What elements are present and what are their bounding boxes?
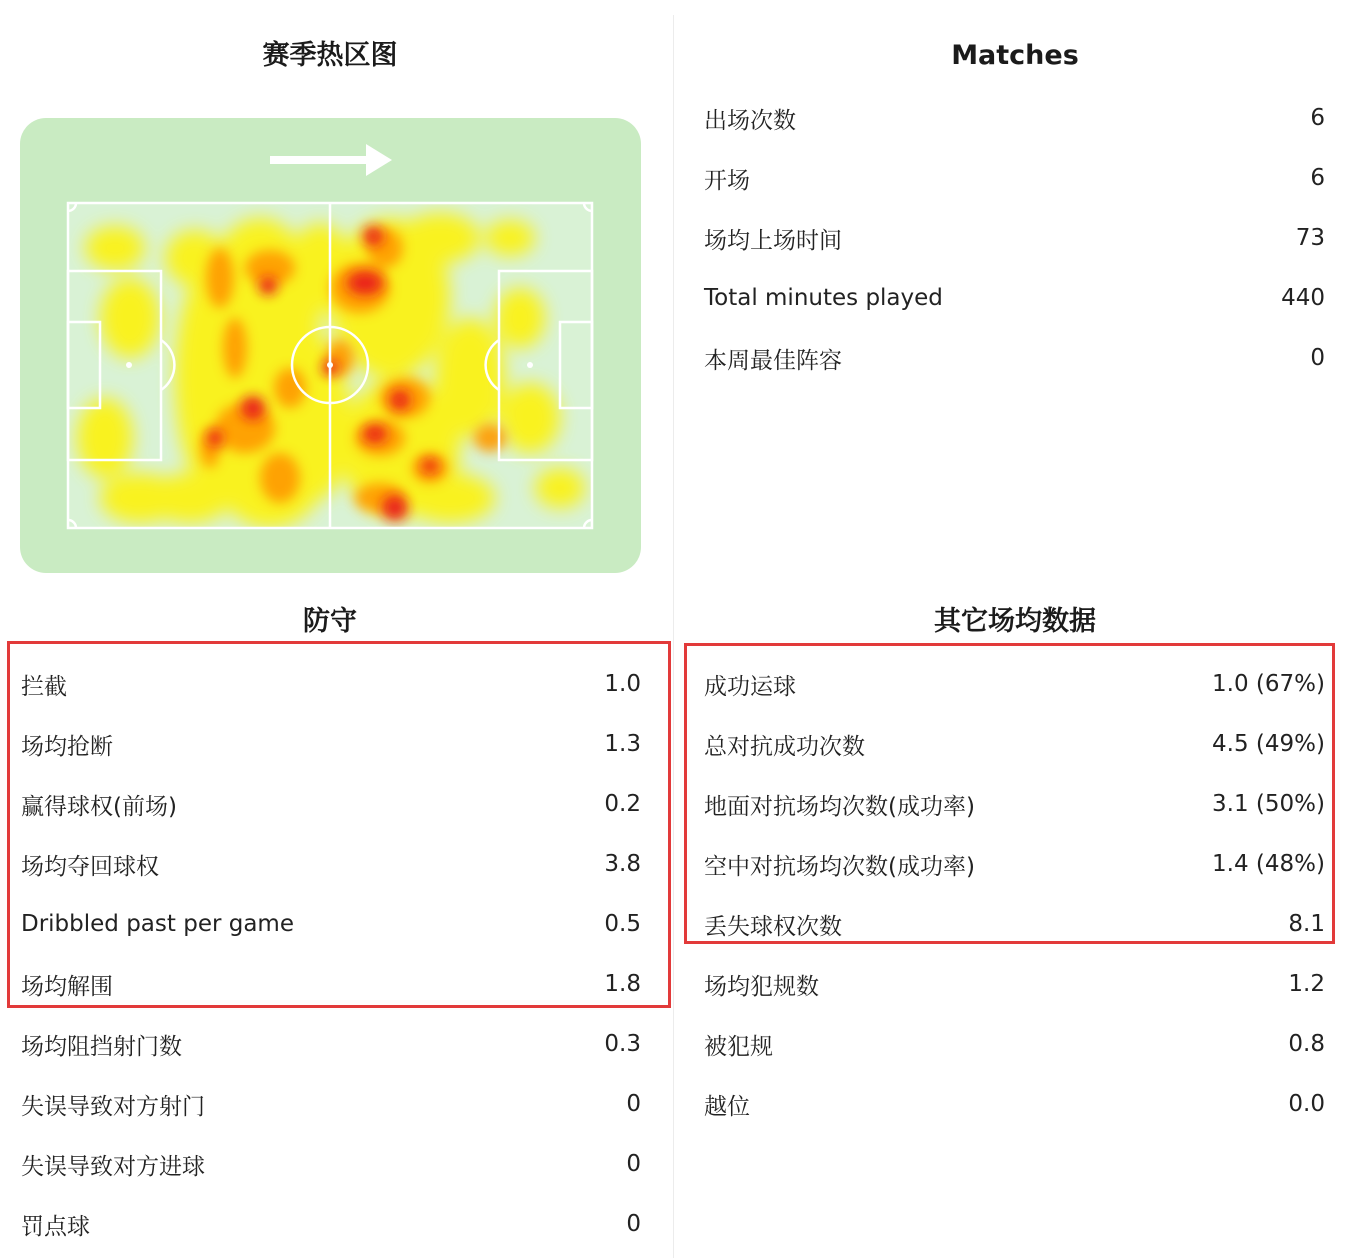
stat-row-minutes-per-game (704, 208, 1325, 268)
stat-value: 3.8 (604, 851, 641, 877)
stat-row-tackles (21, 714, 641, 774)
stat-label: 场均抢断 (21, 733, 113, 760)
stat-value: 0 (1310, 345, 1325, 371)
stat-row-interceptions (21, 654, 641, 714)
column-divider (673, 15, 674, 1258)
stat-value: 0.5 (604, 911, 641, 937)
defense-title: 防守 (303, 606, 357, 637)
stat-label: 总对抗成功次数 (704, 733, 865, 760)
stat-value: 440 (1281, 285, 1325, 311)
stat-label: 场均犯规数 (704, 973, 819, 1000)
stat-row-possession-lost (704, 894, 1325, 954)
stat-row-successful-dribbles (704, 654, 1325, 714)
stat-label: 空中对抗场均次数(成功率) (704, 853, 975, 880)
stat-row-appearances (704, 88, 1325, 148)
stat-value: 1.8 (604, 971, 641, 997)
heatmap-pitch (20, 118, 641, 573)
stat-label: 成功运球 (704, 673, 796, 700)
stat-label: 本周最佳阵容 (704, 347, 842, 374)
stat-value: 1.4 (48%) (1212, 851, 1325, 877)
stat-label: 地面对抗场均次数(成功率) (704, 793, 975, 820)
stat-label: 场均夺回球权 (21, 853, 159, 880)
stat-row-total-minutes (704, 268, 1325, 328)
stat-value: 0 (626, 1091, 641, 1117)
stat-label: 罚点球 (21, 1213, 90, 1240)
stat-row-duels-won (704, 714, 1325, 774)
stat-row-balls-recovered (21, 834, 641, 894)
stat-label: 场均阻挡射门数 (21, 1033, 182, 1060)
stat-value: 6 (1310, 165, 1325, 191)
stat-label: 开场 (704, 167, 750, 194)
stat-row-possession-won-final-third (21, 774, 641, 834)
stat-value: 0.3 (604, 1031, 641, 1057)
stat-value: 1.0 (604, 671, 641, 697)
stat-label: 场均解围 (21, 973, 113, 1000)
stat-row-error-led-to-shot (21, 1074, 641, 1134)
stat-label: 丢失球权次数 (704, 913, 842, 940)
stat-value: 0.8 (1288, 1031, 1325, 1057)
stat-row-clearances (21, 954, 641, 1014)
stat-label: 场均上场时间 (704, 227, 842, 254)
stat-value: 0 (626, 1151, 641, 1177)
stat-value: 0.0 (1288, 1091, 1325, 1117)
stat-label: Dribbled past per game (21, 911, 294, 937)
stat-row-fouls (704, 954, 1325, 1014)
stat-label: 越位 (704, 1093, 750, 1120)
stat-label: 失误导致对方进球 (21, 1153, 205, 1180)
stat-label: 拦截 (21, 673, 67, 700)
stat-row-was-fouled (704, 1014, 1325, 1074)
stat-value: 8.1 (1288, 911, 1325, 937)
stat-label: 失误导致对方射门 (21, 1093, 205, 1120)
stat-row-offsides (704, 1074, 1325, 1134)
stat-row-error-led-to-goal (21, 1134, 641, 1194)
stat-value: 1.0 (67%) (1212, 671, 1325, 697)
stat-value: 3.1 (50%) (1212, 791, 1325, 817)
stat-row-ground-duels (704, 774, 1325, 834)
stat-value: 0 (626, 1211, 641, 1237)
stat-row-blocked-shots (21, 1014, 641, 1074)
other-stats-title: 其它场均数据 (934, 606, 1096, 637)
stat-row-aerial-duels (704, 834, 1325, 894)
stat-value: 1.3 (604, 731, 641, 757)
stat-value: 1.2 (1288, 971, 1325, 997)
stat-value: 6 (1310, 105, 1325, 131)
stat-row-starts (704, 148, 1325, 208)
heatmap-title: 赛季热区图 (262, 40, 398, 71)
stat-label: 出场次数 (704, 107, 796, 134)
matches-title: Matches (951, 40, 1079, 71)
stat-value: 4.5 (49%) (1212, 731, 1325, 757)
stat-value: 0.2 (604, 791, 641, 817)
stat-label: Total minutes played (704, 285, 943, 311)
stat-row-penalty-committed (21, 1194, 641, 1254)
stat-value: 73 (1295, 225, 1325, 251)
stat-label: 被犯规 (704, 1033, 773, 1060)
season-heatmap (20, 118, 641, 573)
stat-row-team-of-week (704, 328, 1325, 388)
stat-row-dribbled-past (21, 894, 641, 954)
stat-label: 赢得球权(前场) (21, 793, 177, 820)
